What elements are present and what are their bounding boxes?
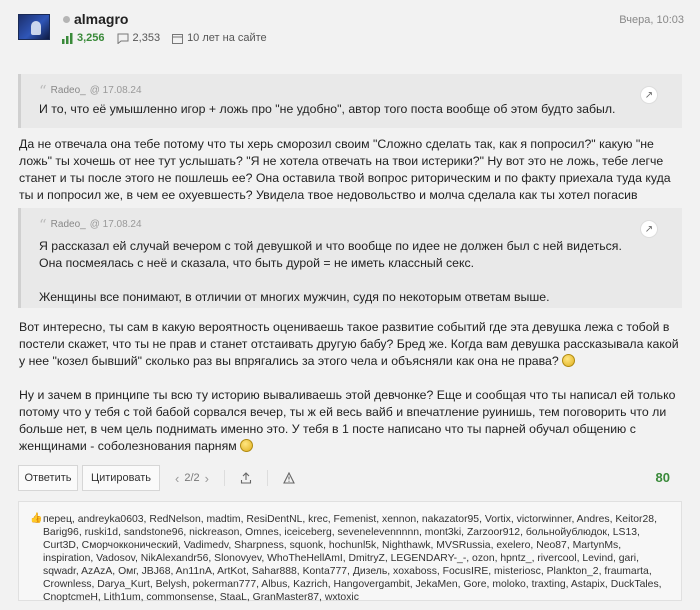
report-warning-icon[interactable] (278, 467, 300, 489)
quote-text (39, 238, 654, 306)
quote-mark-icon: “ (39, 215, 47, 234)
post-header (0, 0, 700, 60)
quote-line: Она посмеялась с неё и сказала, что быть дурой = не иметь классный секс. (39, 256, 475, 270)
quote-header (39, 81, 142, 100)
reputation-stat (62, 32, 105, 44)
laughing-smiley-icon (240, 439, 253, 452)
quote-block-1 (18, 74, 682, 128)
post-timestamp[interactable]: Вчера, 10:03 (619, 14, 684, 26)
thumbs-up-icon: 👍 (30, 513, 43, 524)
likes-panel (18, 501, 682, 601)
username[interactable]: almagro (74, 11, 129, 27)
quote-line: Женщины все понимают, в отличии от многих мужчин, судя по некоторым ответам выше. (39, 290, 550, 304)
posts-stat (117, 32, 161, 44)
jump-to-quote-icon[interactable]: ↗ (640, 86, 658, 104)
reputation-value: 3,256 (77, 32, 105, 44)
tenure-text: 10 лет на сайте (187, 32, 267, 44)
quote-mark-icon: “ (39, 81, 47, 100)
quote-text: И то, что её умышленно игор + ложь про "не удобно", автор того поста вообще об этом будто забыл. (39, 102, 616, 116)
chevron-right-icon[interactable]: › (204, 470, 209, 486)
quote-author[interactable]: Radeo_ (50, 219, 86, 230)
quote-header (39, 215, 142, 234)
comment-icon (117, 33, 129, 44)
post-score: 80 (655, 470, 670, 485)
share-icon[interactable] (235, 467, 257, 489)
avatar[interactable] (18, 14, 50, 40)
reply-button[interactable]: Ответить (18, 465, 78, 491)
paragraph-text: Вот интересно, ты сам в какую вероятность оцениваешь такое развитие событий где эта девушка лежа с тобой в постели скажет, что ты не прав и станет отстаивать другую бабу? Бред же. Когда вам девушка рассказывала какой у нее "козел бывший" сколько раз вы впрягались за этого чела и объясняли как она не права? (19, 320, 679, 368)
likes-list: перец, andreyka0603, RedNelson, madtim, ResiDentNL, krec, Femenist, xennon, nakazator95, Vortix, victorwinner, Andres, Keitor28, Barig96, ruski1d, sandstone96, nickreason, Omnes, iceiceberg, sevenelevennnnn, mont3ki, Zarzoor912, больнойублюдок, LS13, Curt3D, Сморчокконический, Vadimedv, Sharpness, squonk, hochunl5k, Nighthawk, MVSRussia, exelero, Neo87, MartynMs, inspiration, Vadosov, NikAlexandr56, Slonovyev, WhoTheHellAmI, DmitryZ, LEGENDARY-_-, ozon, hpntz_, rivercool, Levind, gari, sqwadr, AzAzA, Омг, JBJ68, An11nA, ArtKot, Sahar888, Konta777, Дизель, xoxaboss, FocusIRE, misteriosc, Plankton_2, fraumarta, Crownless, Darya_Kurt, Belysh, pokerman777, Albus, Kazrich, Hangovergambit, JekaMen, Gore, moloko, traxting, Astapix, DuckTales, CnoptcmeH, Lith1um, commonsense, StaaL, GranMaster87, wxtoxic (43, 514, 662, 603)
quote-button[interactable]: Цитировать (82, 465, 160, 491)
post-pager (170, 471, 214, 486)
post-actions (18, 465, 682, 491)
quote-line: Я рассказал ей случай вечером с той девушкой и что вообще по идее не должен был с ней видеться. (39, 239, 622, 253)
quote-date: @ 17.08.24 (89, 85, 142, 96)
thinking-smiley-icon (562, 354, 575, 367)
online-status-icon (63, 16, 70, 23)
jump-to-quote-icon[interactable]: ↗ (640, 220, 658, 238)
divider (267, 470, 268, 486)
calendar-icon (172, 33, 183, 44)
divider (224, 470, 225, 486)
quote-author[interactable]: Radeo_ (50, 85, 86, 96)
page-indicator: 2/2 (184, 472, 200, 484)
user-stats (62, 32, 279, 44)
post-paragraph (19, 319, 684, 370)
quote-date: @ 17.08.24 (89, 219, 142, 230)
tenure-stat (172, 32, 267, 44)
quote-block-2 (18, 208, 682, 308)
post-paragraph: Да не отвечала она тебе потому что ты херь сморозил своим "Сложно сделать так, как я попросил?" какую "не ложь" ты хочешь от нее тут услышать? "Я не хотела отвечать на твои истерики?" Ну вот это не ложь, тебе легче станет и ты после этого не пошлешь ее? Она оставила твой вопрос риторическим и по факту приехала туда куда ты и попросил же, в чем ее охуевшесть? Увидела твое недовольство и молча сделала как ты хотел погасив (19, 137, 671, 202)
paragraph-text: Ну и зачем в принципе ты всю ту историю вываливаешь этой девчонке? Еще и сообщая что ты написал ей только потому что у тебя с той бабой сорвался вечер, ты ж ей весь вайб и впечатление руинишь, тем поговорить что ли больше нет, в чем цель поднимать именно это. У тебя в 1 посте написано что ты парней обучал общению с женщинами - соболезнования парням (19, 388, 676, 453)
post-paragraph (19, 387, 684, 455)
reputation-bars-icon (62, 33, 73, 44)
chevron-left-icon[interactable]: ‹ (175, 470, 180, 486)
posts-count: 2,353 (132, 32, 161, 44)
